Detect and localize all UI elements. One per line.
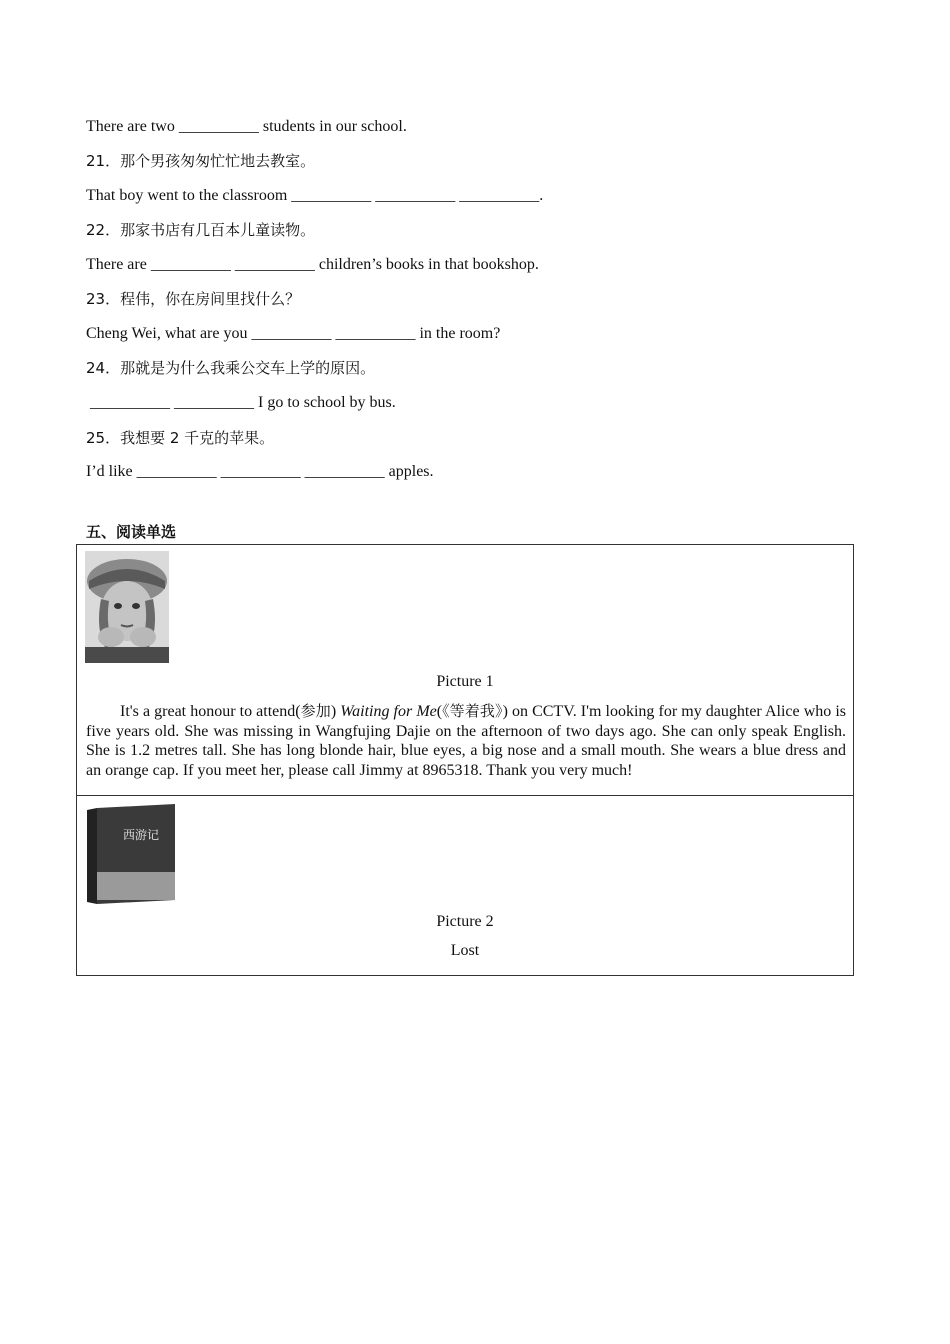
question-21-english: That boy went to the classroom __________ __________ __________.	[86, 187, 544, 204]
reading-passage: It's a great honour to attend(参加) Waiting for Me(《等着我》) on CCTV. I'm looking for my daughter Alice who is five years old. She was missing in Wangfujing Dajie on the afternoon of two days ago. She can only speak English. She is 1.2 metres tall. She has long blonde hair, blue eyes, a big nose and a small mouth. She wears a blue dress and an orange cap. If you meet her, please call Jimmy at 8965318. Thank you very much!	[86, 702, 846, 779]
picture-1-caption: Picture 1	[436, 673, 494, 690]
question-23-chinese: 23．程伟，你在房间里找什么？	[86, 290, 301, 308]
question-25-chinese: 25．我想要 2 千克的苹果。	[86, 429, 275, 447]
question-24-english: __________ __________ I go to school by bus.	[86, 394, 396, 411]
book-cover-image	[85, 802, 177, 904]
girl-photo	[85, 551, 169, 663]
picture-2-caption: Picture 2	[436, 913, 494, 930]
question-24-chinese: 24．那就是为什么我乘公交车上学的原因。	[86, 359, 376, 377]
girl-photo-image	[85, 551, 169, 663]
lost-label: Lost	[450, 942, 480, 959]
section-title-reading: 五、阅读单选	[86, 523, 177, 541]
question-25-english: I’d like __________ __________ __________ apples.	[86, 463, 434, 480]
sentence-students: There are two __________ students in our school.	[86, 118, 407, 135]
book-image	[85, 802, 177, 904]
program-title: Waiting for Me	[340, 703, 437, 720]
reading-box-picture-1	[76, 544, 854, 796]
question-21-chinese: 21．那个男孩匆匆忙忙地去教室。	[86, 152, 316, 170]
question-23-english: Cheng Wei, what are you __________ __________ in the room?	[86, 325, 501, 342]
book-title-text: 西游记	[122, 828, 160, 842]
question-22-chinese: 22．那家书店有几百本儿童读物。	[86, 221, 316, 239]
question-22-english: There are __________ __________ children’s books in that bookshop.	[86, 256, 539, 273]
reading-box-picture-2	[76, 795, 854, 976]
